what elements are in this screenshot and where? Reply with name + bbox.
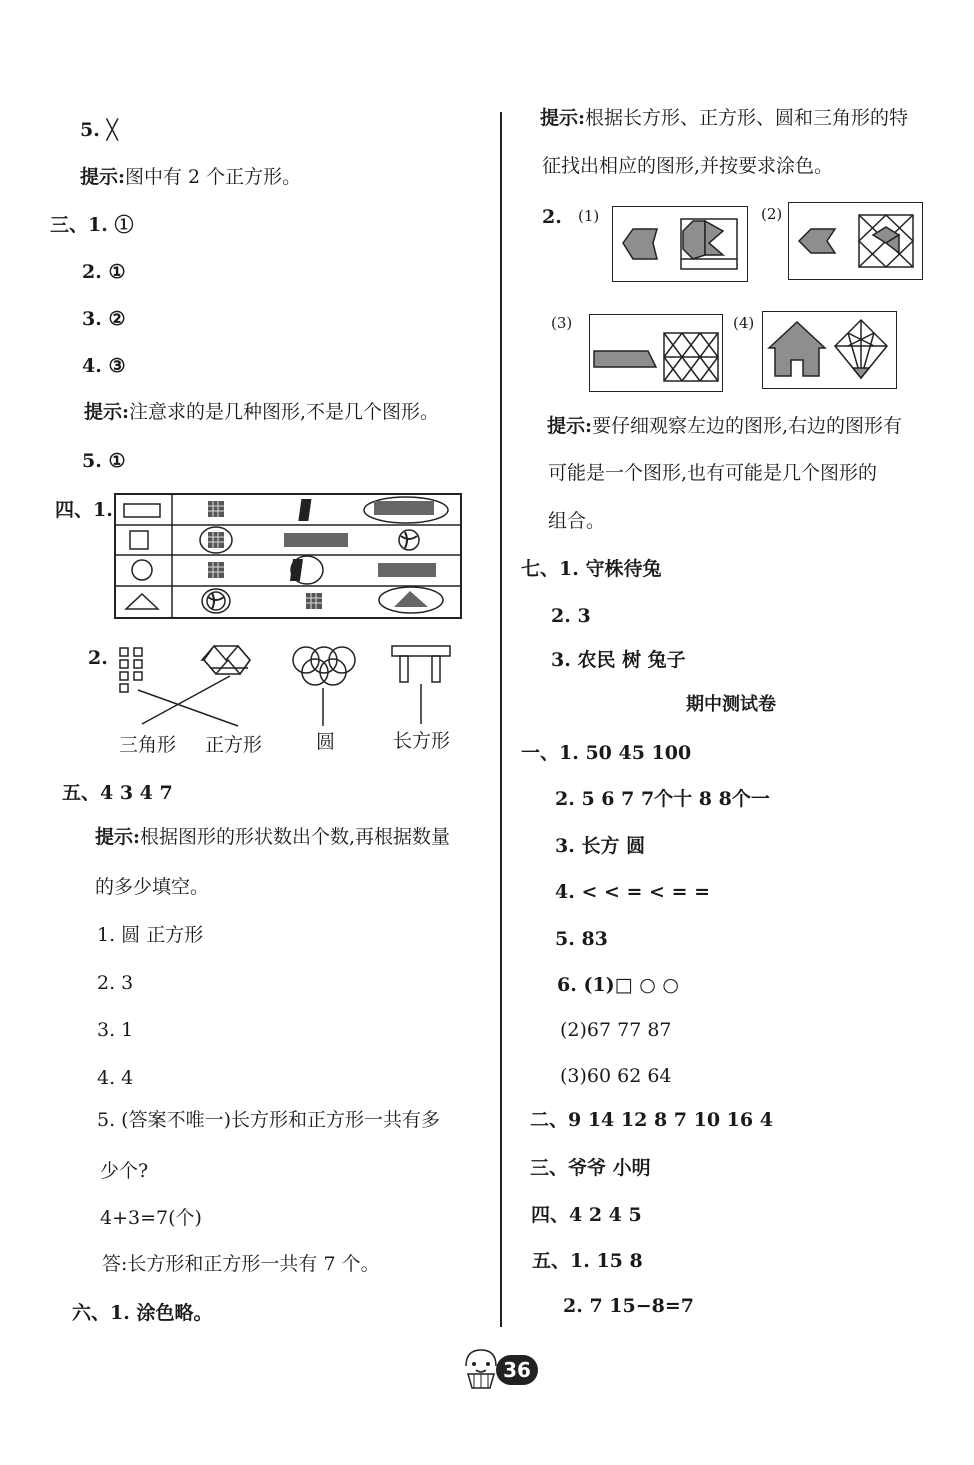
equation: 4+3=7(个) xyxy=(100,1207,202,1229)
fig-label-2: (2) xyxy=(761,205,783,223)
triangle-board-icon xyxy=(394,591,428,607)
hint-label: 提示: xyxy=(547,415,593,437)
page-number: 36 xyxy=(496,1355,538,1385)
fig-label-3: (3) xyxy=(551,314,573,332)
triangles-figure xyxy=(202,646,250,674)
section-5-q1: 1. 圆 正方形 xyxy=(97,924,204,946)
exam-section-1-q1: 一、1. 50 45 100 xyxy=(521,742,692,764)
exam-q6-part3: (3)60 62 64 xyxy=(560,1065,672,1087)
section-4-q2: 2. xyxy=(88,647,108,669)
exam-section-5-q2: 2. 7 15−8=7 xyxy=(563,1295,695,1317)
shape-table xyxy=(114,493,462,619)
rubik-cube-icon xyxy=(208,532,224,548)
exam-section-1-q3: 3. 长方 圆 xyxy=(555,835,646,857)
hint-text-cont: 组合。 xyxy=(548,510,606,532)
figure-1-graphic xyxy=(613,207,747,281)
match-label-circle: 圆 xyxy=(316,731,336,753)
match-label-triangle: 三角形 xyxy=(119,734,177,756)
answer-5-cross: 5. ╳ xyxy=(80,119,118,141)
exam-section-2: 二、9 14 12 8 7 10 16 4 xyxy=(530,1109,773,1131)
figure-3-graphic xyxy=(590,315,722,391)
exam-section-1-q4: 4. < < = < = = xyxy=(555,881,711,903)
section-5-q2: 2. 3 xyxy=(97,972,134,994)
fig-label-4: (4) xyxy=(733,314,755,332)
ball-icon xyxy=(399,530,419,550)
cuboid-box-icon xyxy=(378,563,436,577)
section-3-q5: 5. ① xyxy=(82,450,126,472)
section-3-q3: 3. ② xyxy=(82,308,126,330)
section-5-answers: 五、4 3 4 7 xyxy=(62,782,173,804)
hint-text: 要仔细观察左边的图形,右边的图形有 xyxy=(592,415,903,437)
rubik-cube-icon xyxy=(306,593,322,609)
rubik-cube-icon xyxy=(208,562,224,578)
section-3-q1: 三、1. ① xyxy=(50,214,134,236)
section-5-q4: 4. 4 xyxy=(97,1067,134,1089)
hint-text: 图中有 2 个正方形。 xyxy=(125,166,302,188)
figure-2 xyxy=(788,202,923,280)
cuboid-icon xyxy=(298,499,311,521)
hint-label: 提示: xyxy=(540,107,586,129)
exam-section-3: 三、爷爷 小明 xyxy=(530,1157,651,1179)
shape-table-graphic xyxy=(116,495,460,617)
section-7-q3: 3. 农民 树 兔子 xyxy=(551,649,686,671)
hint-text: 根据长方形、正方形、圆和三角形的特 xyxy=(585,107,909,129)
section-6-q1: 六、1. 涂色略。 xyxy=(72,1302,213,1324)
figure-4-graphic xyxy=(763,312,896,388)
figure-3 xyxy=(589,314,723,392)
section-6-q2: 2. xyxy=(542,206,562,228)
hint-text-cont: 可能是一个图形,也有可能是几个图形的 xyxy=(548,462,878,484)
exam-q6-part2: (2)67 77 87 xyxy=(560,1019,672,1041)
section-7-q1: 七、1. 守株待兔 xyxy=(521,558,662,580)
hint-label: 提示: xyxy=(84,401,130,423)
section-4-q1: 四、1. xyxy=(55,499,113,521)
ball-icon xyxy=(207,592,225,610)
hint-label: 提示: xyxy=(95,826,141,848)
triangle-icon xyxy=(126,594,158,609)
section-3-q2: 2. ① xyxy=(82,261,126,283)
hint-line xyxy=(547,414,902,438)
figure-1 xyxy=(612,206,748,282)
cuboid-box-icon xyxy=(284,533,348,547)
hint-line xyxy=(95,825,450,849)
match-line xyxy=(142,676,230,724)
hint-label: 提示: xyxy=(80,166,126,188)
square-icon xyxy=(130,531,148,549)
answer-sentence: 答:长方形和正方形一共有 7 个。 xyxy=(102,1253,380,1275)
hint-text: 注意求的是几种图形,不是几个图形。 xyxy=(129,401,440,423)
hint-text-cont: 征找出相应的图形,并按要求涂色。 xyxy=(542,155,834,177)
exam-section-4: 四、4 2 4 5 xyxy=(531,1204,642,1226)
exam-section-1-q2: 2. 5 6 7 7个十 8 8个一 xyxy=(555,788,770,810)
figure-4 xyxy=(762,311,897,389)
section-3-q4: 4. ③ xyxy=(82,355,126,377)
column-divider xyxy=(500,112,502,1327)
exam-section-5-q1: 五、1. 15 8 xyxy=(532,1250,643,1272)
hint-line xyxy=(80,165,301,189)
cuboid-box-icon xyxy=(374,501,434,515)
match-label-rectangle: 长方形 xyxy=(393,730,451,752)
rubik-cube-icon xyxy=(208,501,224,517)
exam-title: 期中测试卷 xyxy=(686,694,776,715)
hint-text: 根据图形的形状数出个数,再根据数量 xyxy=(140,826,451,848)
exam-section-1-q5: 5. 83 xyxy=(555,928,608,950)
section-5-q5-cont: 少个? xyxy=(100,1160,149,1182)
hint-line xyxy=(84,400,439,424)
section-5-q5: 5. (答案不唯一)长方形和正方形一共有多 xyxy=(97,1109,440,1131)
hint-text-cont: 的多少填空。 xyxy=(95,876,210,898)
rectangle-icon xyxy=(124,504,160,517)
section-7-q2: 2. 3 xyxy=(551,605,591,627)
section-5-q3: 3. 1 xyxy=(97,1019,134,1041)
exam-section-1-q6: 6. (1)□ ○ ○ xyxy=(557,974,679,996)
figure-2-graphic xyxy=(789,203,922,279)
cuboid-icon xyxy=(290,559,303,581)
rings-figure xyxy=(293,647,355,685)
fig-label-1: (1) xyxy=(578,207,600,225)
match-line xyxy=(138,690,238,726)
hint-line xyxy=(540,106,908,130)
matching-figure xyxy=(110,640,470,730)
match-label-square: 正方形 xyxy=(205,734,263,756)
small-squares-figure xyxy=(120,648,142,692)
circle-icon xyxy=(132,560,152,580)
table-figure xyxy=(392,646,450,682)
